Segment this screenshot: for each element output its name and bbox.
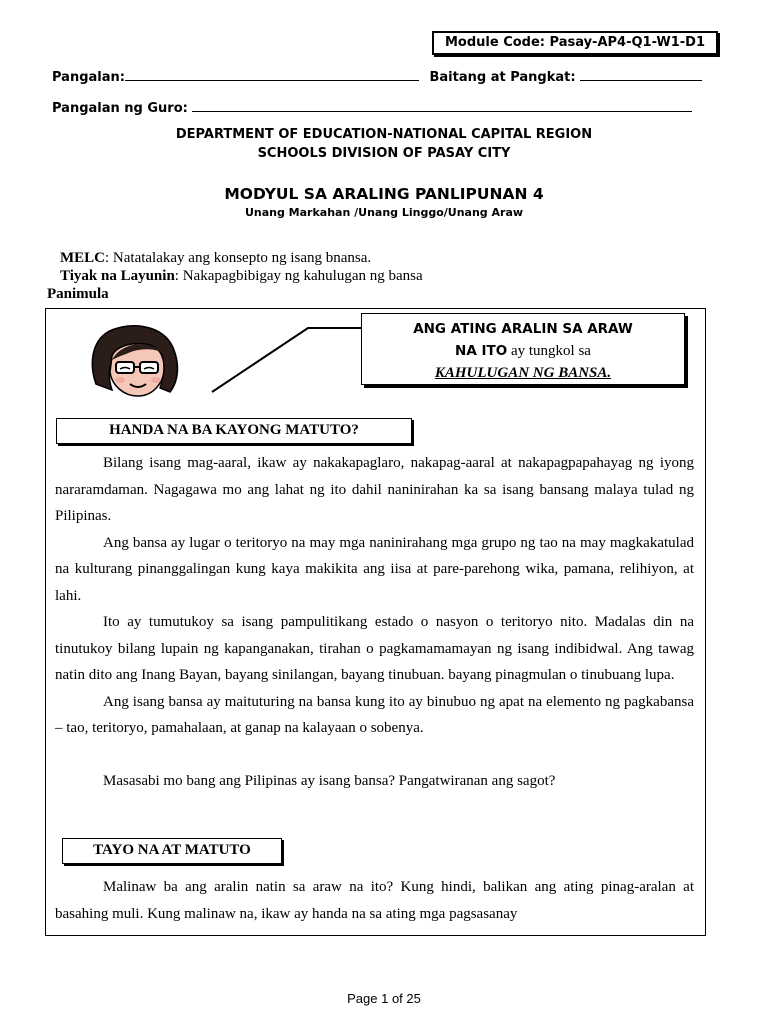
module-subtitle: Unang Markahan /Unang Linggo/Unang Araw bbox=[244, 206, 524, 219]
paragraph-5: Malinaw ba ang aralin natin sa araw na ito? Kung hindi, balikan ang ating pinag-aralan at basahing muli. Kung malinaw na, ikaw ay handa na sa ating mga pagsasanay bbox=[55, 879, 694, 922]
teacher-field[interactable] bbox=[192, 99, 692, 112]
melc-text: : Natatalakay ang konsepto ng isang bnansa. bbox=[105, 250, 372, 266]
paragraph-3: Ito ay tumutukoy sa isang pampulitikang estado o nasyon o teritoryo nito. Madalas din na tinutukoy bilang lupain ng kapanganakan, tirahan o pagkamamamayan ng isang indibidwal. Ang tawag natin dito ang Inang Bayan, bayang sinilangan, bayang tinubuan. bayang pinagmulan o tinubuang lupa. bbox=[55, 614, 694, 683]
section-tayo-heading bbox=[62, 838, 282, 864]
callout-line2-bold: NA ITO bbox=[455, 343, 508, 359]
callout-line2-rest: ay tungkol sa bbox=[507, 343, 591, 359]
lesson-callout-box bbox=[361, 313, 685, 385]
intro-label: Panimula bbox=[47, 286, 109, 302]
callout-line2 bbox=[362, 340, 684, 362]
page-number: Page 1 of 25 bbox=[347, 991, 421, 1006]
section-handa-heading bbox=[56, 418, 412, 444]
callout-line3: KAHULUGAN NG BANSA. bbox=[434, 365, 612, 381]
objective-line bbox=[60, 268, 423, 285]
module-code-text: Module Code: Pasay-AP4-Q1-W1-D1 bbox=[444, 35, 706, 50]
teacher-avatar-icon bbox=[82, 322, 186, 400]
melc-line bbox=[60, 250, 371, 267]
teacher-label: Pangalan ng Guro: bbox=[52, 101, 188, 116]
name-label: Pangalan: bbox=[52, 70, 125, 85]
module-title: MODYUL SA ARALING PANLIPUNAN 4 bbox=[224, 185, 544, 203]
section-tayo-body bbox=[55, 874, 694, 927]
paragraph-4: Ang isang bansa ay maituturing na bansa kung ito ay binubuo ng apat na elemento ng pagkabansa – tao, teritoryo, pamahalaan, at ganap na kalayaan o sobenya. bbox=[55, 693, 694, 736]
teacher-field-row bbox=[52, 99, 692, 116]
callout-line1: ANG ATING ARALIN SA ARAW bbox=[413, 321, 633, 337]
grade-label: Baitang at Pangkat: bbox=[429, 70, 576, 85]
department-heading: DEPARTMENT OF EDUCATION-NATIONAL CAPITAL REGION bbox=[175, 127, 593, 142]
name-field-row bbox=[52, 68, 702, 85]
section-handa-title: HANDA NA BA KAYONG MATUTO? bbox=[109, 422, 359, 438]
grade-field[interactable] bbox=[580, 68, 702, 81]
section-handa-body bbox=[55, 450, 694, 794]
paragraph-1: Bilang isang mag-aaral, ikaw ay nakakapaglaro, nakapag-aaral at nakapagpapahayag ng iyong nararamdaman. Nagagawa mo ang lahat ng ito dahil naninirahan ka sa isang bansang malaya tulad ng Pilipinas. bbox=[55, 455, 694, 524]
question-paragraph: Masasabi mo bang ang Pilipinas ay isang bansa? Pangatwiranan ang sagot? bbox=[103, 772, 556, 789]
module-code-box bbox=[432, 31, 718, 55]
name-field[interactable] bbox=[125, 68, 419, 81]
callout-pointer-line bbox=[210, 322, 365, 394]
paragraph-2: Ang bansa ay lugar o teritoryo na may mga naninirahang mga grupo ng tao na may magkakatulad na kulturang pinanggalingan kung kaya makikita ang iisa at pare-parehong wika, pamana, relihiyon, at lahi. bbox=[55, 534, 694, 604]
objective-label: Tiyak na Layunin bbox=[60, 268, 175, 284]
section-tayo-title: TAYO NA AT MATUTO bbox=[93, 842, 251, 858]
division-heading: SCHOOLS DIVISION OF PASAY CITY bbox=[257, 146, 511, 161]
objective-text: : Nakapagbibigay ng kahulugan ng bansa bbox=[174, 268, 423, 284]
melc-label: MELC bbox=[60, 250, 105, 266]
